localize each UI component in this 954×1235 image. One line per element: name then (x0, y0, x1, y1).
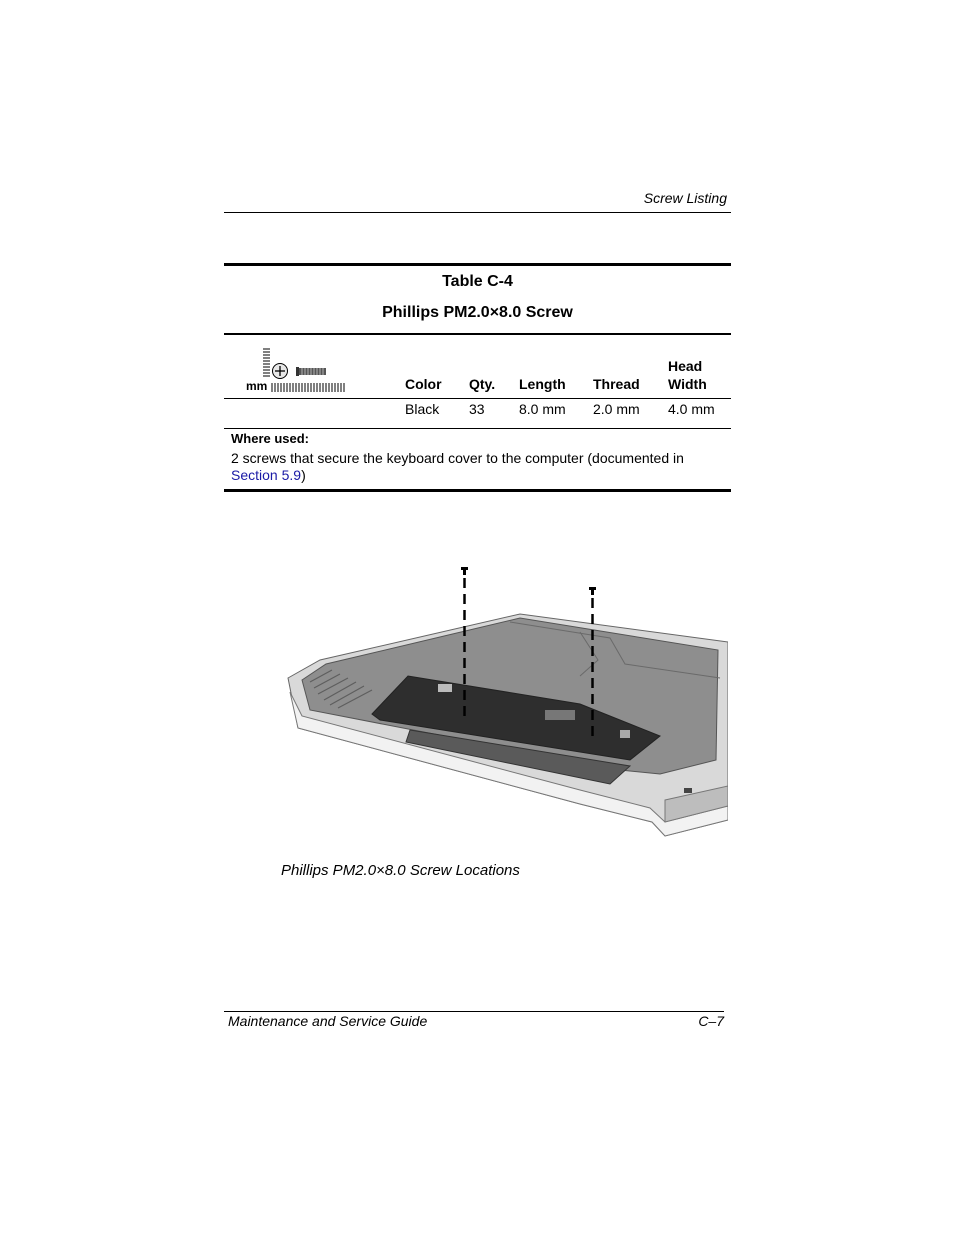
table-title: Phillips PM2.0×8.0 Screw (382, 304, 573, 321)
column-header-color: Color (405, 376, 442, 392)
table-top-rule (224, 263, 731, 266)
column-header-qty: Qty. (469, 376, 496, 392)
table-number: Table C-4 (442, 273, 513, 290)
column-header-head-width (668, 357, 707, 393)
where-used-close: ) (301, 467, 306, 483)
where-used-body: 2 screws that secure the keyboard cover to the computer (documented in (231, 450, 684, 466)
cell-color: Black (405, 401, 440, 417)
column-header-head-width-line2: Width (668, 376, 707, 392)
column-header-head-width-line1: Head (668, 358, 703, 374)
cell-qty: 33 (469, 401, 485, 417)
table-bottom-rule (224, 489, 731, 492)
where-used-label: Where used: (231, 431, 310, 446)
header-row-rule (224, 398, 731, 399)
cell-head-width: 4.0 mm (668, 401, 715, 417)
cell-thread: 2.0 mm (593, 401, 640, 417)
page-number: C–7 (698, 1013, 724, 1029)
cell-length: 8.0 mm (519, 401, 566, 417)
running-head: Screw Listing (643, 190, 727, 206)
footer-title: Maintenance and Service Guide (228, 1013, 428, 1029)
section-link[interactable]: Section 5.9 (231, 467, 302, 483)
figure-caption: Phillips PM2.0×8.0 Screw Locations (281, 862, 520, 879)
footer-rule (224, 1011, 724, 1012)
header-rule (224, 212, 731, 213)
column-header-length: Length (519, 376, 566, 392)
table-title-rule (224, 333, 731, 335)
where-used-text (231, 450, 726, 484)
laptop-bottom-screw-locations-illustration (280, 560, 728, 842)
data-row-rule (224, 428, 731, 429)
column-header-thread: Thread (593, 376, 640, 392)
scale-unit-label: mm (246, 379, 268, 393)
